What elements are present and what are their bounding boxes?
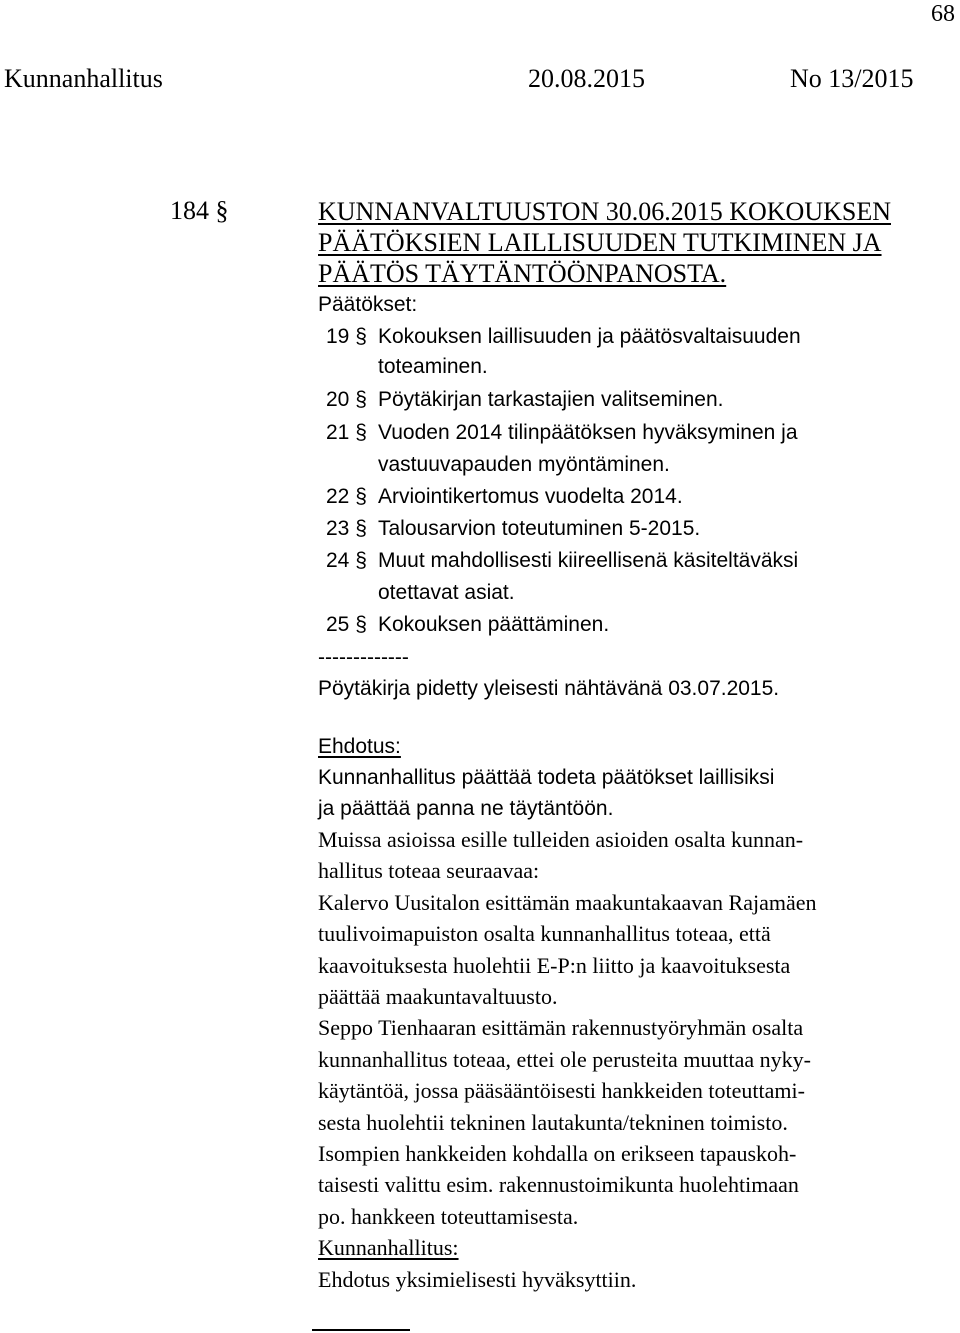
decision-item-continuation: vastuuvapauden myöntäminen. [378, 453, 670, 476]
paragraph-line: Muissa asioissa esille tulleiden asioiden osalta kunnan- [318, 827, 804, 852]
paragraph-line: po. hankkeen toteuttamisesta. [318, 1203, 579, 1229]
separator-dashes: ------------- [318, 646, 409, 669]
paragraph-line: sesta huolehtii tekninen lautakunta/tekninen toimisto. [318, 1109, 788, 1135]
paragraph-line: päättää maakuntavaltuusto. [318, 984, 558, 1010]
decision-item-number: 25 § [326, 613, 367, 636]
public-display-note: Pöytäkirja pidetty yleisesti nähtävänä 03.07.2015. [318, 677, 780, 700]
decision-item-number: 23 § [326, 517, 367, 540]
bottom-rule [312, 1329, 410, 1331]
decision-label: Kunnanhallitus: [318, 1235, 459, 1261]
paragraph-line: kunnanhallitus toteaa, ettei ole perusteita muuttaa nyky- [318, 1046, 812, 1072]
section-title-line: PÄÄTÖS TÄYTÄNTÖÖNPANOSTA. [318, 259, 727, 288]
section-title [318, 196, 891, 289]
decisions-label: Päätökset: [318, 293, 418, 316]
decision-item-number: 24 § [326, 549, 367, 572]
paragraph-line: kaavoituksesta huolehtii E-P:n liitto ja kaavoituksesta [318, 952, 791, 978]
paragraph-line: Seppo Tienhaaran esittämän rakennustyöryhmän osalta [318, 1015, 804, 1041]
decision-text: Ehdotus yksimielisesti hyväksyttiin. [318, 1266, 637, 1292]
decision-item-text: Kokouksen päättäminen. [378, 613, 610, 636]
header-date: 20.08.2015 [528, 64, 645, 93]
decision-item-text: Kokouksen laillisuuden ja päätösvaltaisuuden [378, 325, 801, 348]
paragraph-line: tuulivoimapuiston osalta kunnanhallitus toteaa, että [318, 921, 771, 947]
paragraph-line: hallitus toteaa seuraavaa: [318, 858, 540, 884]
header-meeting-number: No 13/2015 [790, 64, 914, 93]
decision-item-number: 20 § [326, 388, 367, 411]
decision-item-continuation: otettavat asiat. [378, 581, 515, 604]
paragraph-line: Isompien hankkeiden kohdalla on erikseen tapauskoh- [318, 1141, 797, 1167]
section-number: 184 § [170, 196, 229, 225]
header-organization: Kunnanhallitus [4, 64, 163, 93]
proposal-line: Kunnanhallitus päättää todeta päätökset laillisiksi [318, 766, 775, 789]
paragraph-line: käytäntöä, jossa pääsääntöisesti hankkeiden toteuttami- [318, 1078, 805, 1104]
proposal-line: ja päättää panna ne täytäntöön. [318, 797, 614, 820]
section-title-line: KUNNANVALTUUSTON 30.06.2015 KOKOUKSEN [318, 197, 891, 226]
decision-item-number: 19 § [326, 325, 367, 348]
proposal-label: Ehdotus: [318, 735, 401, 758]
decision-item-text: Muut mahdollisesti kiireellisenä käsiteltäväksi [378, 549, 799, 572]
decision-item-number: 21 § [326, 421, 367, 444]
page-number: 68 [931, 1, 955, 27]
paragraph-line: Kalervo Uusitalon esittämän maakuntakaavan Rajamäen [318, 889, 817, 915]
decision-item-number: 22 § [326, 485, 367, 508]
body-text [318, 824, 816, 1295]
decision-item-text: Vuoden 2014 tilinpäätöksen hyväksyminen ja [378, 421, 798, 444]
section-title-line: PÄÄTÖKSIEN LAILLISUUDEN TUTKIMINEN JA [318, 228, 882, 257]
decision-item-text: Arviointikertomus vuodelta 2014. [378, 485, 683, 508]
decision-item-continuation: toteaminen. [378, 355, 488, 378]
decision-item-text: Talousarvion toteutuminen 5-2015. [378, 517, 701, 540]
decision-item-text: Pöytäkirjan tarkastajien valitseminen. [378, 388, 724, 411]
paragraph-line: taisesti valittu esim. rakennustoimikunta huolehtimaan [318, 1172, 799, 1198]
